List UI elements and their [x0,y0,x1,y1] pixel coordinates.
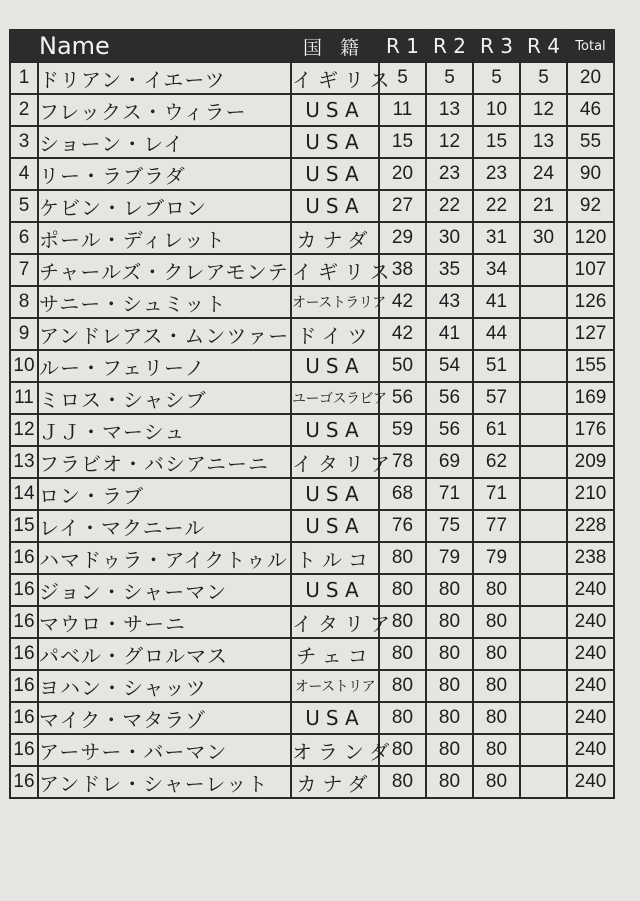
name-cell: レイ・マクニール [38,510,291,542]
round1-cell: 56 [379,382,426,414]
header-row [10,30,614,62]
nationality-cell: オランダ [291,734,379,766]
round4-cell [520,318,567,350]
round2-cell: 80 [426,670,473,702]
round3-cell: 31 [473,222,520,254]
name-cell: ＪＪ・マーシュ [38,414,291,446]
round3-header: R 3 [473,30,520,62]
round3-cell: 80 [473,734,520,766]
name-cell: パベル・グロルマス [38,638,291,670]
round2-cell: 80 [426,574,473,606]
total-cell: 240 [567,670,614,702]
round4-cell: 12 [520,94,567,126]
round3-cell: 80 [473,702,520,734]
total-cell: 240 [567,766,614,798]
name-header: Name [38,30,291,62]
round1-cell: 80 [379,702,426,734]
round2-cell: 79 [426,542,473,574]
round2-cell: 12 [426,126,473,158]
nationality-cell: オーストリア [291,670,379,702]
round1-cell: 80 [379,670,426,702]
results-body [10,62,614,798]
round4-cell: 5 [520,62,567,94]
total-cell: 240 [567,574,614,606]
name-cell: アンドレ・シャーレット [38,766,291,798]
table-row [10,446,614,478]
round3-cell: 80 [473,606,520,638]
table-row [10,158,614,190]
round1-cell: 15 [379,126,426,158]
round2-cell: 69 [426,446,473,478]
total-cell: 176 [567,414,614,446]
table-row [10,606,614,638]
round4-cell: 24 [520,158,567,190]
total-header: Total [567,30,614,62]
rank-cell: 16 [10,574,38,606]
round1-cell: 29 [379,222,426,254]
total-cell: 169 [567,382,614,414]
round4-cell [520,414,567,446]
name-cell: ヨハン・シャッツ [38,670,291,702]
rank-cell: 15 [10,510,38,542]
table-row [10,286,614,318]
round2-cell: 80 [426,638,473,670]
nationality-cell: USA [291,190,379,222]
round3-cell: 77 [473,510,520,542]
round4-cell [520,350,567,382]
nationality-cell: USA [291,510,379,542]
rank-cell: 16 [10,702,38,734]
round3-cell: 22 [473,190,520,222]
round3-cell: 10 [473,94,520,126]
round3-cell: 23 [473,158,520,190]
round4-cell [520,702,567,734]
name-cell: フラビオ・バシアニーニ [38,446,291,478]
total-cell: 210 [567,478,614,510]
round3-cell: 62 [473,446,520,478]
round2-cell: 80 [426,606,473,638]
round1-cell: 42 [379,286,426,318]
nationality-cell: USA [291,574,379,606]
total-cell: 20 [567,62,614,94]
table-row [10,542,614,574]
rank-cell: 11 [10,382,38,414]
round4-cell [520,254,567,286]
round1-cell: 80 [379,606,426,638]
total-cell: 126 [567,286,614,318]
round4-header: R 4 [520,30,567,62]
round3-cell: 80 [473,670,520,702]
round4-cell [520,510,567,542]
total-cell: 55 [567,126,614,158]
round2-cell: 13 [426,94,473,126]
round1-cell: 20 [379,158,426,190]
total-cell: 228 [567,510,614,542]
name-cell: ハマドゥラ・アイクトゥル [38,542,291,574]
round2-cell: 23 [426,158,473,190]
rank-cell: 4 [10,158,38,190]
round2-header: R 2 [426,30,473,62]
rank-cell: 13 [10,446,38,478]
rank-cell: 16 [10,734,38,766]
total-cell: 240 [567,638,614,670]
round2-cell: 5 [426,62,473,94]
name-cell: フレックス・ウィラー [38,94,291,126]
round1-cell: 76 [379,510,426,542]
table-row [10,126,614,158]
round3-cell: 15 [473,126,520,158]
rank-cell: 10 [10,350,38,382]
round2-cell: 71 [426,478,473,510]
round3-cell: 41 [473,286,520,318]
total-cell: 120 [567,222,614,254]
name-cell: ポール・ディレット [38,222,291,254]
round1-cell: 27 [379,190,426,222]
nationality-cell: USA [291,158,379,190]
round4-cell [520,478,567,510]
table-row [10,478,614,510]
name-cell: ドリアン・イエーツ [38,62,291,94]
total-cell: 127 [567,318,614,350]
round4-cell [520,382,567,414]
round2-cell: 35 [426,254,473,286]
nationality-cell: ドイツ [291,318,379,350]
round3-cell: 80 [473,766,520,798]
name-cell: チャールズ・クレアモンテ [38,254,291,286]
rank-cell: 16 [10,766,38,798]
round4-cell [520,574,567,606]
nationality-cell: カナダ [291,766,379,798]
round2-cell: 75 [426,510,473,542]
round2-cell: 80 [426,734,473,766]
round2-cell: 80 [426,766,473,798]
rank-cell: 14 [10,478,38,510]
round1-cell: 80 [379,638,426,670]
round1-cell: 5 [379,62,426,94]
name-cell: ジョン・シャーマン [38,574,291,606]
table-row [10,574,614,606]
table-row [10,350,614,382]
round2-cell: 43 [426,286,473,318]
round1-cell: 80 [379,574,426,606]
total-cell: 238 [567,542,614,574]
round2-cell: 56 [426,382,473,414]
round3-cell: 61 [473,414,520,446]
round3-cell: 51 [473,350,520,382]
table-row [10,382,614,414]
nationality-header: 国籍 [291,30,379,62]
rank-cell: 16 [10,606,38,638]
total-cell: 107 [567,254,614,286]
round2-cell: 22 [426,190,473,222]
nationality-cell: トルコ [291,542,379,574]
nationality-cell: カナダ [291,222,379,254]
round4-cell: 21 [520,190,567,222]
nationality-cell: オーストラリア [291,286,379,318]
rank-cell: 16 [10,542,38,574]
round4-cell [520,734,567,766]
table-row [10,318,614,350]
table-row [10,638,614,670]
table-row [10,414,614,446]
round3-cell: 44 [473,318,520,350]
total-cell: 240 [567,702,614,734]
round4-cell: 13 [520,126,567,158]
rank-header [10,30,38,62]
name-cell: サニー・シュミット [38,286,291,318]
table-row [10,702,614,734]
name-cell: ケビン・レブロン [38,190,291,222]
rank-cell: 9 [10,318,38,350]
rank-cell: 2 [10,94,38,126]
round2-cell: 80 [426,702,473,734]
round3-cell: 34 [473,254,520,286]
nationality-cell: USA [291,414,379,446]
name-cell: マイク・マタラゾ [38,702,291,734]
rank-cell: 1 [10,62,38,94]
round2-cell: 54 [426,350,473,382]
rank-cell: 16 [10,670,38,702]
round1-cell: 80 [379,734,426,766]
round3-cell: 80 [473,574,520,606]
round1-cell: 78 [379,446,426,478]
table-row [10,222,614,254]
name-cell: ロン・ラブ [38,478,291,510]
table-row [10,734,614,766]
nationality-cell: USA [291,702,379,734]
round1-cell: 38 [379,254,426,286]
round2-cell: 41 [426,318,473,350]
nationality-cell: イタリア [291,446,379,478]
round3-cell: 71 [473,478,520,510]
round4-cell [520,446,567,478]
round4-cell [520,670,567,702]
nationality-cell: USA [291,126,379,158]
rank-cell: 12 [10,414,38,446]
round2-cell: 30 [426,222,473,254]
name-cell: ルー・フェリーノ [38,350,291,382]
rank-cell: 3 [10,126,38,158]
round4-cell [520,286,567,318]
rank-cell: 8 [10,286,38,318]
total-cell: 46 [567,94,614,126]
table-row [10,190,614,222]
round2-cell: 56 [426,414,473,446]
round4-cell [520,638,567,670]
round1-cell: 50 [379,350,426,382]
nationality-cell: イタリア [291,606,379,638]
nationality-cell: イギリス [291,254,379,286]
total-cell: 155 [567,350,614,382]
name-cell: リー・ラブラダ [38,158,291,190]
table-row [10,62,614,94]
name-cell: マウロ・サーニ [38,606,291,638]
nationality-cell: USA [291,478,379,510]
rank-cell: 16 [10,638,38,670]
rank-cell: 6 [10,222,38,254]
round1-cell: 42 [379,318,426,350]
table-row [10,254,614,286]
table-row [10,670,614,702]
round1-cell: 59 [379,414,426,446]
name-cell: ショーン・レイ [38,126,291,158]
total-cell: 240 [567,606,614,638]
nationality-cell: USA [291,350,379,382]
table-row [10,510,614,542]
total-cell: 92 [567,190,614,222]
nationality-cell: イギリス [291,62,379,94]
nationality-cell: USA [291,94,379,126]
round4-cell: 30 [520,222,567,254]
table-row [10,94,614,126]
rank-cell: 5 [10,190,38,222]
round4-cell [520,606,567,638]
round3-cell: 5 [473,62,520,94]
total-cell: 90 [567,158,614,190]
rank-cell: 7 [10,254,38,286]
round1-cell: 80 [379,766,426,798]
round4-cell [520,766,567,798]
nationality-cell: チェコ [291,638,379,670]
round1-cell: 68 [379,478,426,510]
total-cell: 209 [567,446,614,478]
name-cell: アーサー・バーマン [38,734,291,766]
name-cell: ミロス・シャシブ [38,382,291,414]
round3-cell: 80 [473,638,520,670]
total-cell: 240 [567,734,614,766]
round1-header: R 1 [379,30,426,62]
round4-cell [520,542,567,574]
nationality-cell: ユーゴスラビア [291,382,379,414]
round1-cell: 11 [379,94,426,126]
round3-cell: 79 [473,542,520,574]
round1-cell: 80 [379,542,426,574]
results-table [9,29,615,799]
name-cell: アンドレアス・ムンツァー [38,318,291,350]
table-row [10,766,614,798]
round3-cell: 57 [473,382,520,414]
